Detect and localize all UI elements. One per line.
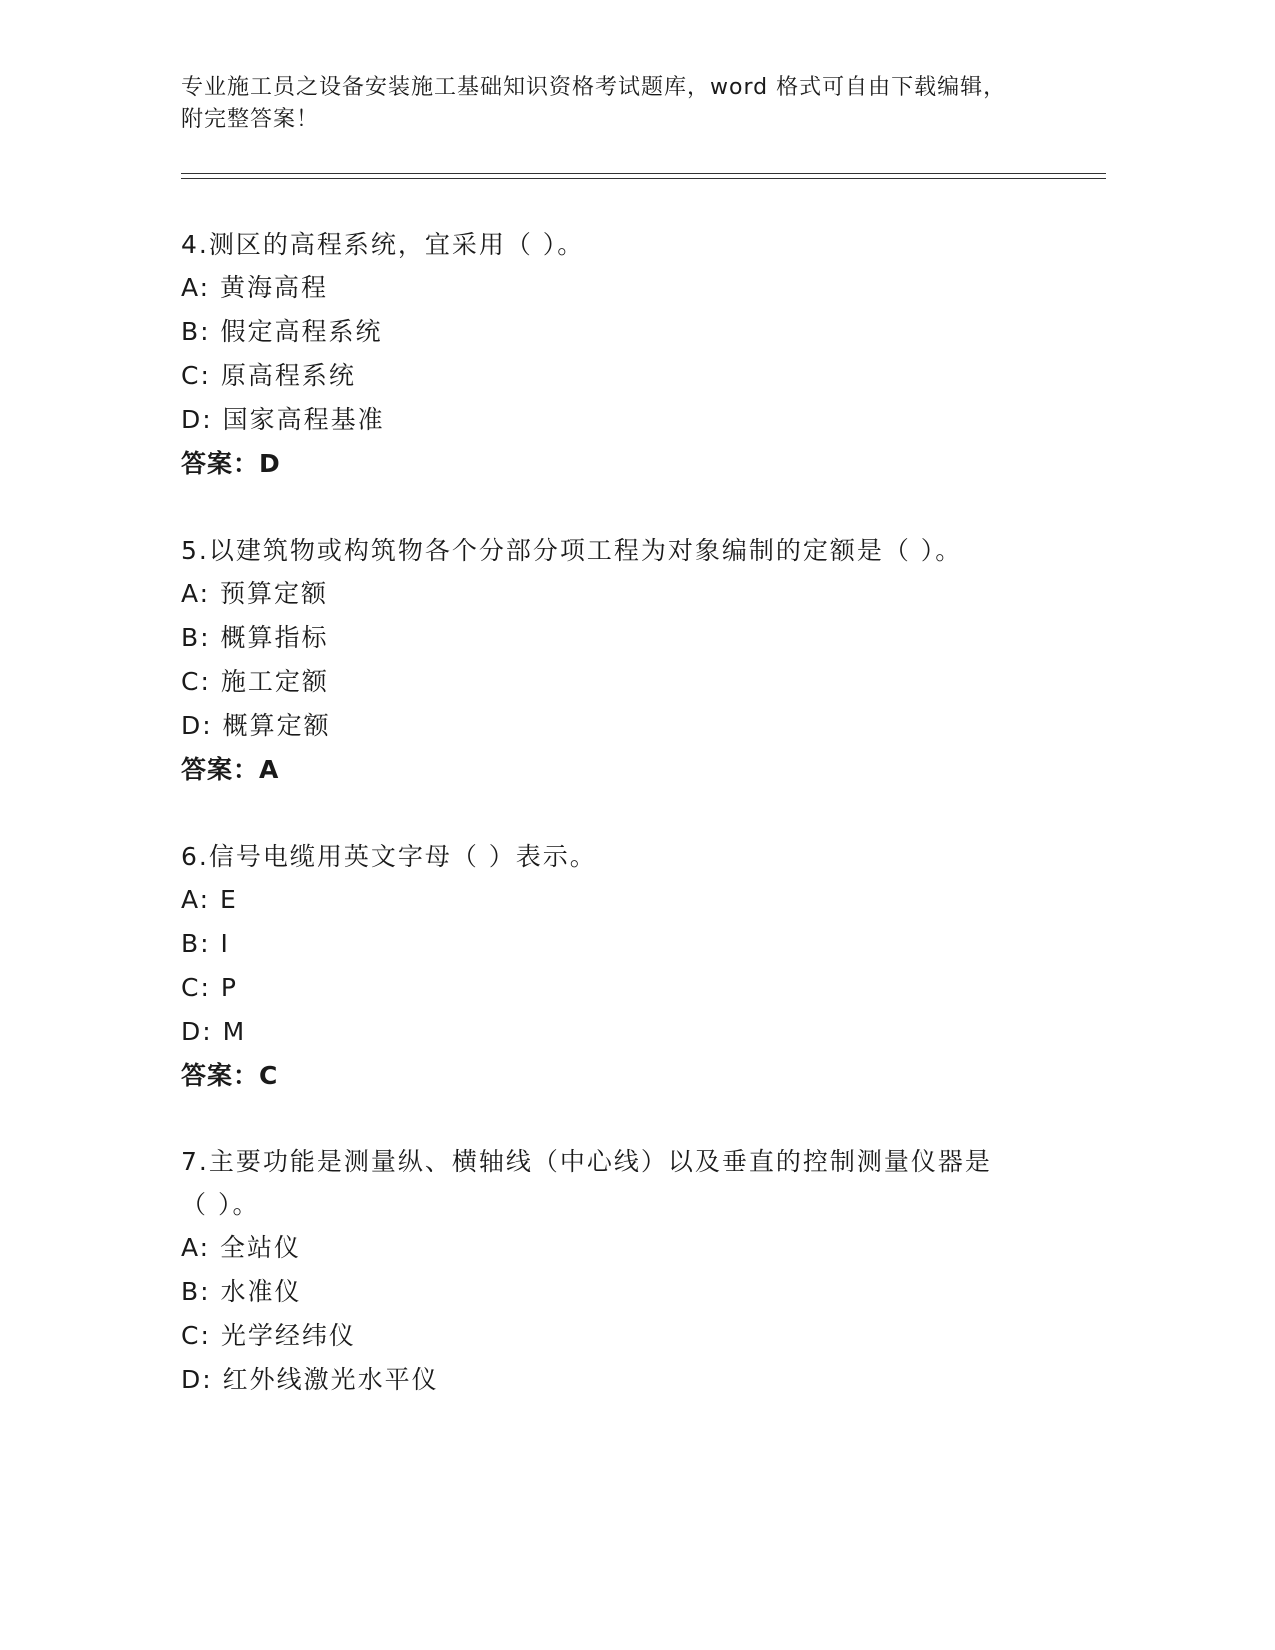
question-7	[181, 1140, 1081, 1402]
header-line-1: 专业施工员之设备安装施工基础知识资格考试题库，word 格式可自由下载编辑，	[181, 75, 1007, 100]
question-stem: 5.以建筑物或构筑物各个分部分项工程为对象编制的定额是（ ）。	[181, 536, 963, 565]
question-stem: 7.主要功能是测量纵、横轴线（中心线）以及垂直的控制测量仪器是 （ ）。	[181, 1147, 992, 1219]
option-d: D: 国家高程基准	[181, 405, 385, 434]
option-b: B: I	[181, 929, 230, 958]
question-stem: 4.测区的高程系统，宜采用（ ）。	[181, 230, 585, 259]
option-d: D: 概算定额	[181, 711, 331, 740]
option-b: B: 概算指标	[181, 623, 329, 652]
question-5	[181, 529, 1081, 792]
question-stem: 6.信号电缆用英文字母（ ）表示。	[181, 842, 597, 871]
answer-line: 答案：C	[181, 1061, 279, 1090]
option-a: A: 预算定额	[181, 579, 329, 608]
header-divider-top	[181, 173, 1106, 174]
option-c: C: 原高程系统	[181, 361, 356, 390]
option-c: C: 光学经纬仪	[181, 1321, 356, 1350]
header-divider-bottom	[181, 178, 1106, 179]
document-header	[181, 72, 1081, 136]
header-line-2: 附完整答案！	[181, 107, 320, 132]
answer-line: 答案：D	[181, 449, 281, 478]
option-a: A: E	[181, 885, 238, 914]
question-6	[181, 835, 1081, 1098]
option-d: D: 红外线激光水平仪	[181, 1365, 439, 1394]
option-b: B: 假定高程系统	[181, 317, 383, 346]
option-a: A: 全站仪	[181, 1233, 302, 1262]
option-c: C: P	[181, 973, 238, 1002]
question-4	[181, 223, 1081, 486]
option-d: D: M	[181, 1017, 247, 1046]
option-c: C: 施工定额	[181, 667, 329, 696]
answer-line: 答案：A	[181, 755, 280, 784]
option-a: A: 黄海高程	[181, 273, 329, 302]
option-b: B: 水准仪	[181, 1277, 302, 1306]
